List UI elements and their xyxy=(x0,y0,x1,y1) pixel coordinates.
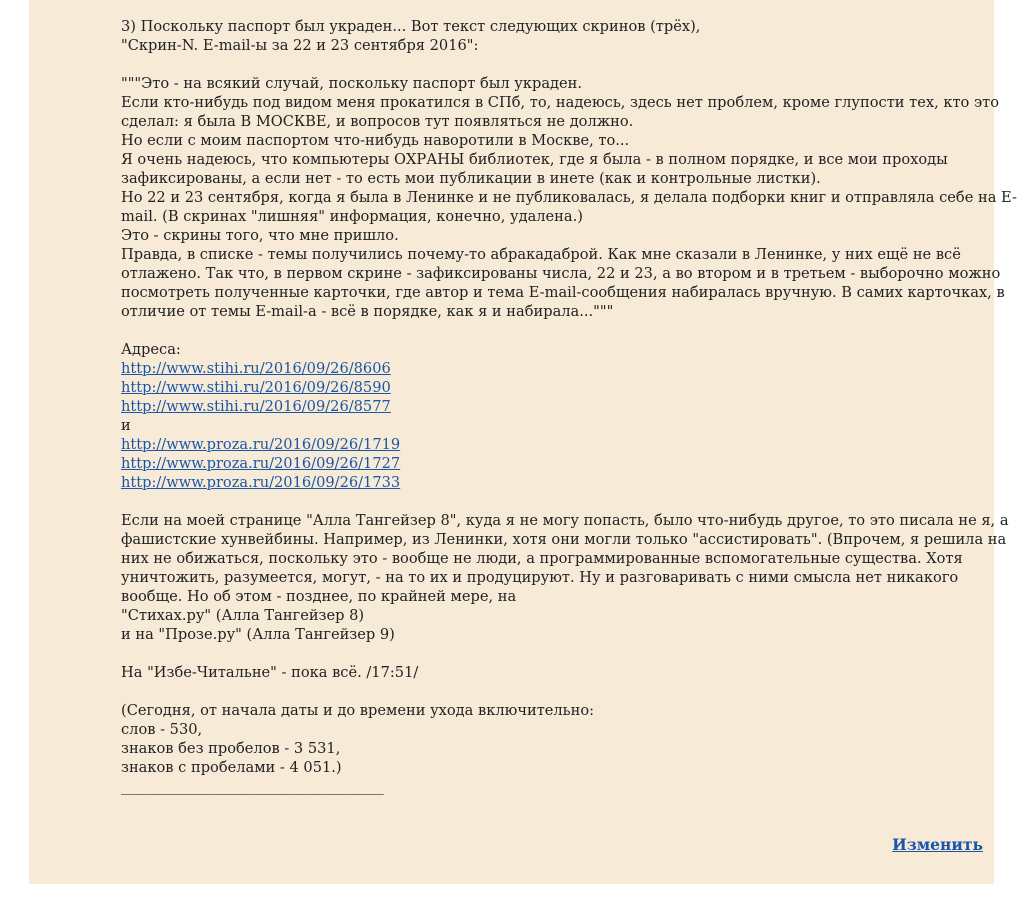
text-line: 3) Поскольку паспорт был украден... Вот текст следующих скринов (трёх), xyxy=(121,18,701,35)
blank-line xyxy=(121,682,981,701)
text-line: сделал: я была В МОСКВЕ, и вопросов тут появляться не должно. xyxy=(121,113,634,130)
post-body xyxy=(121,17,1017,796)
and-word: и xyxy=(121,417,131,434)
addresses-label: Адреса: xyxy=(121,341,181,358)
text-line: отличие от темы E-mail-а - всё в порядке, как я и набирала...""" xyxy=(121,303,614,320)
text-line: """Это - на всякий случай, поскольку паспорт был украден. xyxy=(121,75,583,92)
text-line: "Стихах.ру" (Алла Тангейзер 8) xyxy=(121,607,365,624)
separator-line: ____________________________________ xyxy=(121,778,384,795)
stats-line: (Сегодня, от начала даты и до времени ухода включительно: xyxy=(121,702,595,719)
stats-line: знаков без пробелов - 3 531, xyxy=(121,740,341,757)
proza-link[interactable]: http://www.proza.ru/2016/09/26/1733 xyxy=(121,474,401,491)
text-line: mail. (В скринах "лишняя" информация, конечно, удалена.) xyxy=(121,208,583,225)
stihi-link[interactable]: http://www.stihi.ru/2016/09/26/8606 xyxy=(121,360,391,377)
text-line: вообще. Но об этом - позднее, по крайней мере, на xyxy=(121,588,517,605)
blank-line xyxy=(121,492,981,511)
text-line: Это - скрины того, что мне пришло. xyxy=(121,227,399,244)
text-line: Но 22 и 23 сентября, когда я была в Ленинке и не публиковалась, я делала подборки книг и отправляла себе на E- xyxy=(121,189,1017,206)
text-line: уничтожить, разумеется, могут, - на то их и продуцируют. Ну и разговаривать с ними смысла нет никакого xyxy=(121,569,959,586)
text-line: зафиксированы, а если нет - то есть мои публикации в инете (как и контрольные листки). xyxy=(121,170,821,187)
text-line: и на "Прозе.ру" (Алла Тангейзер 9) xyxy=(121,626,395,643)
text-line: Но если с моим паспортом что-нибудь наворотили в Москве, то... xyxy=(121,132,630,149)
blank-line xyxy=(121,321,981,340)
text-line: отлажено. Так что, в первом скрине - зафиксированы числа, 22 и 23, а во втором и в третьем - выборочно можно xyxy=(121,265,1001,282)
stihi-link[interactable]: http://www.stihi.ru/2016/09/26/8590 xyxy=(121,379,391,396)
text-line: Правда, в списке - темы получились почему-то абракадаброй. Как мне сказали в Ленинке, у них ещё не всё xyxy=(121,246,961,263)
stats-line: знаков с пробелами - 4 051.) xyxy=(121,759,342,776)
text-line: "Скрин-N. E-mail-ы за 22 и 23 сентября 2016": xyxy=(121,37,479,54)
proza-link[interactable]: http://www.proza.ru/2016/09/26/1719 xyxy=(121,436,401,453)
edit-link[interactable]: Изменить xyxy=(892,835,983,854)
stihi-link[interactable]: http://www.stihi.ru/2016/09/26/8577 xyxy=(121,398,391,415)
text-line: Если на моей странице "Алла Тангейзер 8", куда я не могу попасть, было что-нибудь другое, то это писала не я, а xyxy=(121,512,1009,529)
proza-link[interactable]: http://www.proza.ru/2016/09/26/1727 xyxy=(121,455,401,472)
text-line: Я очень надеюсь, что компьютеры ОХРАНЫ библиотек, где я была - в полном порядке, и все мои проходы xyxy=(121,151,948,168)
text-line: них не обижаться, поскольку это - вообще не люди, а программированные вспомогательные существа. Хотя xyxy=(121,550,963,567)
text-line: посмотреть полученные карточки, где автор и тема E-mail-сообщения набиралась вручную. В самих карточках, в xyxy=(121,284,1005,301)
text-line: фашистские хунвейбины. Например, из Ленинки, хотя они могли только "ассистировать". (Впрочем, я решила на xyxy=(121,531,1007,548)
blank-line xyxy=(121,55,981,74)
closing-line: На "Избе-Читальне" - пока всё. /17:51/ xyxy=(121,664,419,681)
blank-line xyxy=(121,644,981,663)
stats-line: слов - 530, xyxy=(121,721,203,738)
text-line: Если кто-нибудь под видом меня прокатился в СПб, то, надеюсь, здесь нет проблем, кроме глупости тех, кто это xyxy=(121,94,1000,111)
